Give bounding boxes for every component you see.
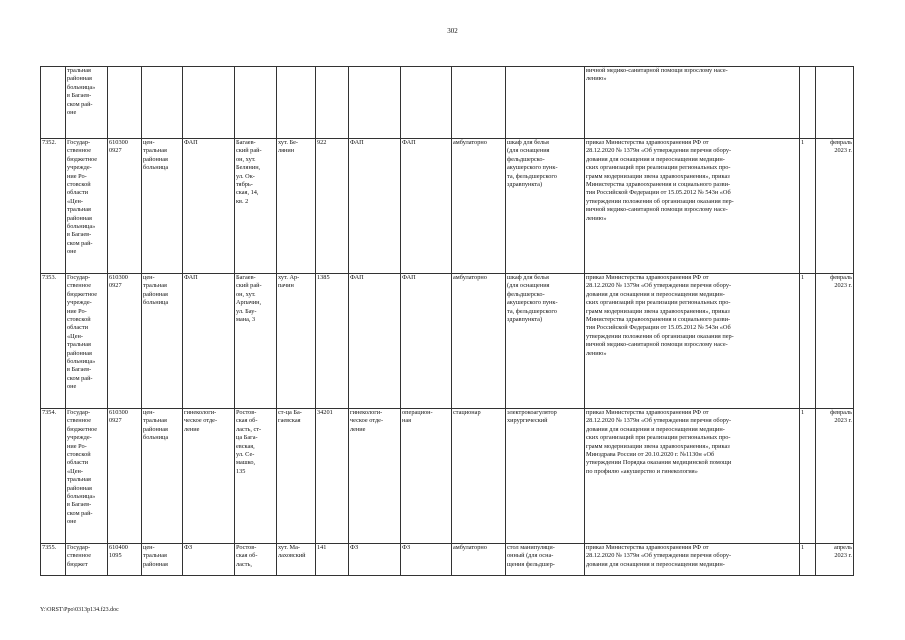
text-line: тральная [143,147,167,155]
text-line: утверждении положения об организации оказания пер- [586,197,734,205]
text-line: бюджетное [67,155,97,163]
basis-cell [585,139,800,274]
text-line: фельдшерско- [507,155,545,163]
people-cell: 34201 [316,409,349,544]
text-line: приказ Министерства здравоохранения РФ от [586,409,709,416]
text-line: ФЗ [184,544,193,551]
text-line: оне [67,383,77,391]
text-line: стол манипуляци- [507,544,555,551]
text-line: ский рай- [236,147,262,155]
text-line: больница» [67,223,96,231]
text-line: электрокоагулятор [507,409,557,416]
basis-cell [585,544,800,576]
address-cell [235,544,277,576]
text-line: по профилю «акушерство и гинекология» [586,467,698,475]
text-line: Белянин, [236,164,261,172]
text-line: ление [184,425,200,433]
department-cell [183,274,235,409]
quantity-cell: 1 [800,409,816,544]
text-line: тральная [67,476,91,484]
table-row [41,409,854,544]
text-line: вичной медико-санитарной помощи взрослому насе- [586,67,728,74]
text-line: ФЗ [402,544,411,551]
text-line: мана, 3 [236,316,256,324]
text-line: Багаев- [236,139,256,146]
text-line: хут. Ма- [278,544,300,551]
text-line: 0927 [109,147,122,155]
text-line: ул. Бау- [236,307,257,315]
text-line: тябрь- [236,181,253,189]
code-cell [108,409,142,544]
text-line: тральная [67,206,91,214]
text-line: апрель [833,544,852,551]
text-line: области [67,189,89,197]
text-line: районная [67,484,92,492]
text-line: районная [67,75,92,83]
text-line: (для оснащения [507,282,550,290]
text-line: амбулаторно [453,274,487,281]
row-number: 7353. [41,274,66,409]
equipment-table [40,66,854,576]
text-line: (для оснащения [507,147,550,155]
code-cell [108,544,142,576]
text-line: лению» [586,214,607,222]
text-line: районная [143,425,168,433]
text-line: приказ Министерства здравоохранения РФ от [586,139,709,146]
quantity-cell: 1 [800,274,816,409]
text-line: февраль [830,139,852,146]
text-line: ских организаций при реализации региональных про- [586,164,731,172]
date-cell [816,409,854,544]
department-cell [183,139,235,274]
text-line: ФАП [184,139,198,146]
text-line: Государ- [67,274,91,281]
text-line: акушерского пунк- [507,164,558,172]
text-line: ственное [67,552,92,560]
text-line: в Багаев- [67,366,92,374]
text-line: машко, [236,459,256,467]
text-line: ФАП [350,139,364,146]
text-line: ФАП [350,274,364,281]
text-line: стационар [453,409,481,416]
text-line: ских организаций при реализации региональных про- [586,434,731,442]
text-line: та, фельдшерского [507,307,557,315]
text-line: дования для оснащения и переоснащения медицин- [586,290,725,298]
text-line: лаховский [278,552,306,560]
text-line: в Багаев- [67,231,92,239]
text-line: ние Ро- [67,307,87,315]
text-line: цен- [143,139,155,146]
text-line: щения фельдшер- [507,560,555,568]
text-line: ул. Се- [236,451,255,459]
text-line: лению» [586,75,607,83]
subunit-cell [401,139,452,274]
text-line: амбулаторно [453,139,487,146]
text-line: дования для оснащения и переоснащения медицин- [586,425,725,433]
text-line: утверждении Порядка оказания медицинской помощи [586,459,732,467]
text-line: вичной медико-санитарной помощи взрослому насе- [586,206,728,214]
text-line: фельдшерско- [507,290,545,298]
text-line: тральная [67,67,91,74]
text-line: ласть, [236,560,252,568]
text-line: 2023 г. [834,552,852,560]
text-line: стовской [67,181,91,189]
text-line: онный (для осна- [507,552,554,560]
text-line: Государ- [67,139,91,146]
locality-cell [277,544,316,576]
text-line: лению» [586,349,607,357]
text-line: 28.12.2020 № 1379н «Об утверждении перечня обору- [586,552,732,560]
type-cell [142,139,183,274]
text-line: гаевская [278,417,301,425]
text-line: тральная [143,282,167,290]
text-line: 610300 [109,274,128,281]
people-cell: 1385 [316,274,349,409]
text-line: ца Бага- [236,434,258,442]
text-line: 1095 [109,552,122,560]
text-line: ский рай- [236,282,262,290]
text-line: Государ- [67,544,91,551]
text-line: 2023 г. [834,282,852,290]
text-line: хирургический [507,417,548,425]
text-line: февраль [830,274,852,281]
condition-cell [452,274,506,409]
text-line: ском рай- [67,100,93,108]
equipment-cell [506,544,585,576]
text-line: 28.12.2020 № 1379н «Об утверждении перечня обору- [586,282,732,290]
text-line: больница» [67,358,96,366]
subunit-cell [401,409,452,544]
text-line: в Багаев- [67,501,92,509]
text-line: ственное [67,282,92,290]
text-line: 2023 г. [834,417,852,425]
text-line: ском рай- [67,509,93,517]
text-line: Багаев- [236,274,256,281]
text-line: ФАП [402,274,416,281]
text-line: ная [402,417,412,425]
text-line: оне [67,248,77,256]
unit-cell [349,544,401,576]
text-line: Ростов- [236,409,257,416]
text-line: ул. Ок- [236,172,255,180]
text-line: больница [143,299,169,307]
text-line: ФАП [184,274,198,281]
text-line: лянин [278,147,295,155]
condition-cell [452,139,506,274]
type-cell [142,409,183,544]
text-line: больница [143,164,169,172]
text-line: тральная [143,417,167,425]
unit-cell [349,274,401,409]
text-line: области [67,459,89,467]
text-line: бюджетное [67,290,97,298]
date-cell [816,544,854,576]
basis-cell [585,274,800,409]
text-line: цен- [143,409,155,416]
text-line: учрежде- [67,299,92,307]
type-cell [142,274,183,409]
text-line: Минздрава России от 20.10.2020 г. №1130н «Об [586,451,715,459]
row-number: 7355. [41,544,66,576]
text-line: февраль [830,409,852,416]
equipment-cell [506,409,585,544]
text-line: 0927 [109,417,122,425]
text-line: дования для оснащения и переоснащения медицин- [586,560,725,568]
code-cell [108,274,142,409]
locality-cell [277,274,316,409]
department-cell [183,409,235,544]
text-line: Министерства здравоохранения и социального разви- [586,316,731,324]
text-line: в Багаев- [67,92,92,100]
text-line: ние Ро- [67,172,87,180]
text-line: гинекологи- [350,409,383,416]
text-line: ФАП [402,139,416,146]
text-line: здравпункта) [507,181,543,189]
text-line: учрежде- [67,164,92,172]
text-line: Арпачин, [236,299,262,307]
text-line: больница» [67,493,96,501]
text-line: больница [143,434,169,442]
text-line: тия Российской Федерации от 15.05.2012 № 543н «Об [586,189,731,197]
text-line: кв. 2 [236,197,249,205]
locality-cell [277,139,316,274]
text-line: шкаф для белья [507,274,549,281]
quantity-cell: 1 [800,139,816,274]
text-line: районная [143,155,168,163]
text-line: ственное [67,147,92,155]
text-line: приказ Министерства здравоохранения РФ от [586,544,709,551]
table-row [41,274,854,409]
org-cell [66,67,108,139]
unit-cell [349,139,401,274]
text-line: пачин [278,282,294,290]
text-line: районная [143,290,168,298]
people-cell: 922 [316,139,349,274]
text-line: районная [67,349,92,357]
text-line: он, хут. [236,290,256,298]
text-line: вичной медико-санитарной помощи взрослому насе- [586,341,728,349]
condition-cell [452,409,506,544]
text-line: хут. Ар- [278,274,300,281]
code-cell [108,139,142,274]
footer-file-path: Y:\ORST\Ppo\0313p134.f23.doc [40,607,119,613]
text-line: цен- [143,274,155,281]
text-line: операцион- [402,409,433,416]
text-line: амбулаторно [453,544,487,551]
address-cell [235,274,277,409]
text-line: бюджет [67,560,88,568]
department-cell [183,544,235,576]
equipment-cell [506,274,585,409]
unit-cell [349,409,401,544]
text-line: стовской [67,451,91,459]
text-line: ласть, ст- [236,425,262,433]
text-line: ских организаций при реализации региональных про- [586,299,731,307]
row-number: 7354. [41,409,66,544]
basis-cell [585,67,800,139]
text-line: хут. Бе- [278,139,298,146]
text-line: он, хут. [236,155,256,163]
org-cell [66,139,108,274]
text-line: 135 [236,467,246,475]
text-line: «Цен- [67,197,83,205]
page-number: 302 [447,27,458,35]
text-line: районная [143,560,168,568]
date-cell [816,139,854,274]
text-line: 0927 [109,282,122,290]
text-line: приказ Министерства здравоохранения РФ от [586,274,709,281]
equipment-cell [506,139,585,274]
text-line: тральная [67,341,91,349]
text-line: 610300 [109,409,128,416]
text-line: Министерства здравоохранения и социального разви- [586,181,731,189]
people-cell: 141 [316,544,349,576]
subunit-cell [401,274,452,409]
text-line: 610300 [109,139,128,146]
text-line: тральная [143,552,167,560]
org-cell [66,274,108,409]
date-cell [816,274,854,409]
text-line: гинекологи- [184,409,217,416]
text-line: ст-ца Ба- [278,409,302,416]
text-line: утверждении положения об организации оказания пер- [586,332,734,340]
table-row [41,67,854,139]
text-line: стовской [67,316,91,324]
text-line: ление [350,425,366,433]
text-line: ческое отде- [350,417,384,425]
text-line: оне [67,109,77,117]
text-line: дования для оснащения и переоснащения медицин- [586,155,725,163]
text-line: 610400 [109,544,128,551]
basis-cell [585,409,800,544]
condition-cell [452,544,506,576]
text-line: ская об- [236,552,258,560]
org-cell [66,544,108,576]
text-line: бюджетное [67,425,97,433]
text-line: ственное [67,417,92,425]
text-line: здравпункта) [507,316,543,324]
text-line: ние Ро- [67,442,87,450]
text-line: области [67,324,89,332]
text-line: ская, 14, [236,189,259,197]
org-cell [66,409,108,544]
text-line: 2023 г. [834,147,852,155]
quantity-cell: 1 [800,544,816,576]
address-cell [235,139,277,274]
text-line: учрежде- [67,434,92,442]
text-line: ская об- [236,417,258,425]
text-line: акушерского пунк- [507,299,558,307]
subunit-cell [401,544,452,576]
text-line: ФЗ [350,544,359,551]
address-cell [235,409,277,544]
text-line: «Цен- [67,332,83,340]
text-line: грамм модернизации звена здравоохранения», приказ [586,172,730,180]
table-row [41,544,854,576]
text-line: 28.12.2020 № 1379н «Об утверждении перечня обору- [586,417,732,425]
text-line: грамм модернизации звена здравоохранения», приказ [586,307,730,315]
type-cell [142,544,183,576]
text-line: ческое отде- [184,417,218,425]
text-line: ском рай- [67,239,93,247]
text-line: шкаф для белья [507,139,549,146]
locality-cell [277,409,316,544]
text-line: грамм модернизации звена здравоохранения», приказ [586,442,730,450]
text-line: евская, [236,442,255,450]
row-number: 7352. [41,139,66,274]
text-line: ском рай- [67,374,93,382]
text-line: Ростов- [236,544,257,551]
text-line: та, фельдшерского [507,172,557,180]
text-line: тия Российской Федерации от 15.05.2012 № 543н «Об [586,324,731,332]
text-line: 28.12.2020 № 1379н «Об утверждении перечня обору- [586,147,732,155]
text-line: больница» [67,83,96,91]
text-line: цен- [143,544,155,551]
text-line: «Цен- [67,467,83,475]
text-line: Государ- [67,409,91,416]
text-line: оне [67,518,77,526]
table-row [41,139,854,274]
text-line: районная [67,214,92,222]
